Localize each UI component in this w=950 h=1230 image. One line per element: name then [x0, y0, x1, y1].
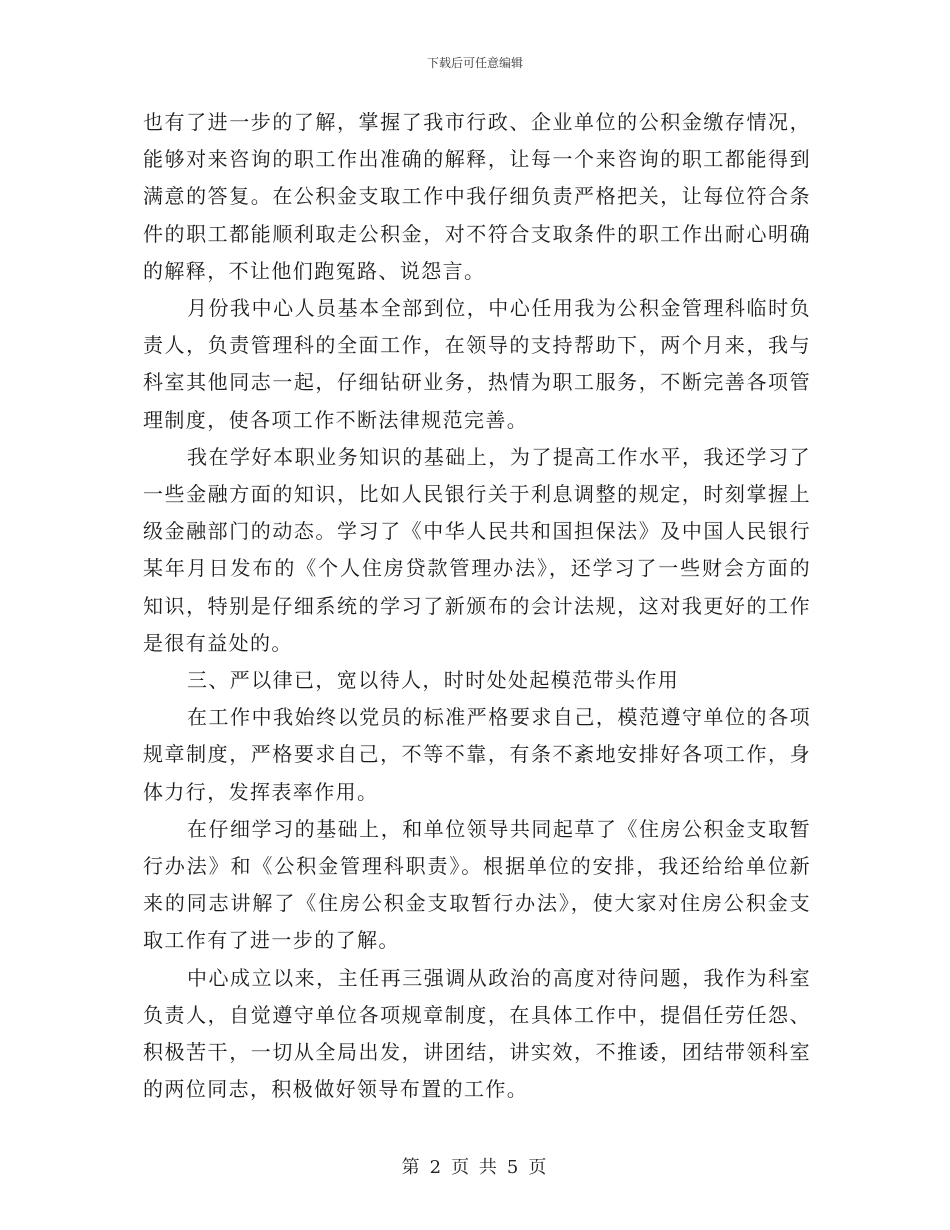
current-page-number: 2: [429, 1157, 444, 1178]
paragraph-3: 我在学好本职业务知识的基础上，为了提高工作水平，我还学习了一些金融方面的知识，比如人民银行关于利息调整的规定，时刻掌握上级金融部门的动态。学习了《中华人民共和国担保法》及中国人民银行某年月日发布的《个人住房贷款管理办法》，还学习了一些财会方面的知识，特别是仔细系统的学习了新颁布的会计法规，这对我更好的工作是很有益处的。: [143, 444, 811, 655]
document-body: [143, 104, 811, 1108]
paragraph-6: 中心成立以来，主任再三强调从政治的高度对待问题，我作为科室负责人，自觉遵守单位各项规章制度，在具体工作中，提倡任劳任怨、积极苦干，一切从全局出发，讲团结，讲实效，不推诿，团结带领科室的两位同志，积极做好领导布置的工作。: [143, 965, 811, 1102]
paragraph-5: 在仔细学习的基础上，和单位领导共同起草了《住房公积金支取暂行办法》和《公积金管理科职责》。根据单位的安排，我还给给单位新来的同志讲解了《住房公积金支取暂行办法》，使大家对住房公积金支取工作有了进一步的了解。: [143, 816, 811, 953]
section-heading: 三、严以律已，宽以待人，时时处处起模范带头作用: [187, 668, 680, 693]
footer-middle: 页 共: [451, 1157, 499, 1178]
footer-suffix: 页: [528, 1157, 549, 1178]
paragraph-2: 月份我中心人员基本全部到位，中心任用我为公积金管理科临时负责人，负责管理科的全面工作，在领导的支持帮助下，两个月来，我与科室其他同志一起，仔细钻研业务，热情为职工服务，不断完善各项管理制度，使各项工作不断法律规范完善。: [143, 296, 811, 432]
total-page-count: 5: [506, 1157, 521, 1178]
page-footer: [0, 1153, 950, 1179]
paragraph-4: 在工作中我始终以党员的标准严格要求自己，模范遵守单位的各项规章制度，严格要求自己，不等不靠，有条不紊地安排好各项工作，身体力行，发挥表率作用。: [143, 705, 811, 804]
footer-prefix: 第: [401, 1157, 422, 1178]
page-header: 下载后可任意编辑: [426, 56, 523, 70]
paragraph-1: 也有了进一步的了解，掌握了我市行政、企业单位的公积金缴存情况，能够对来咨询的职工作出准确的解释，让每一个来咨询的职工都能得到满意的答复。在公积金支取工作中我仔细负责严格把关，让每位符合条件的职工都能顺利取走公积金，对不符合支取条件的职工作出耐心明确的解释，不让他们跑冤路、说怨言。: [143, 110, 811, 283]
